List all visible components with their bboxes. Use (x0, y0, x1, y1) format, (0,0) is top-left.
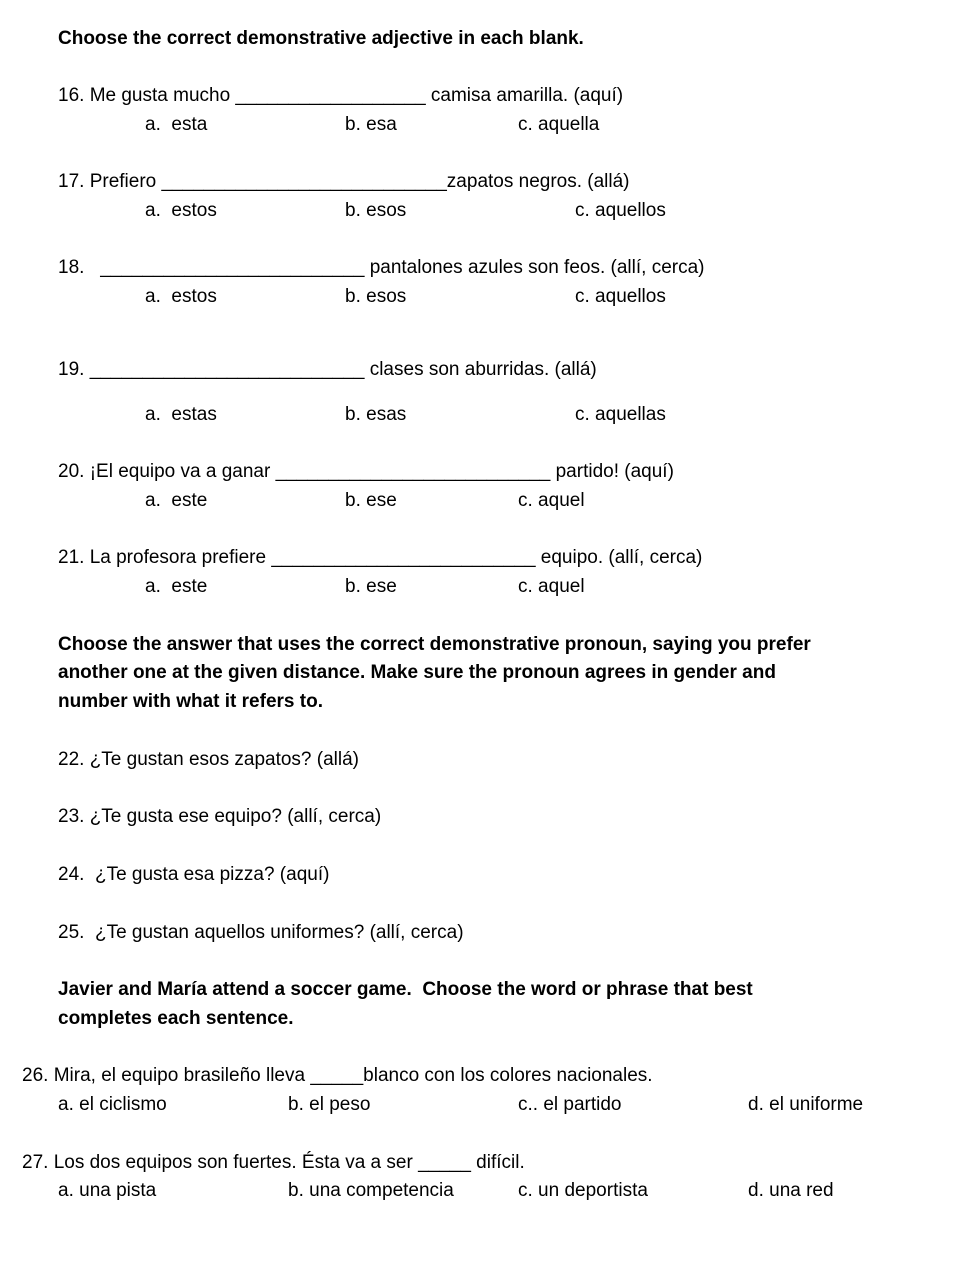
question-20: 20. ¡El equipo va a ganar __________________________ partido! (aquí) (58, 461, 674, 482)
question-22: 22. ¿Te gustan esos zapatos? (allá) (58, 749, 360, 770)
option-18a: a. estos (145, 286, 217, 307)
section2-instruction-line3: number with what it refers to. (58, 691, 323, 712)
section2-instruction-line1: Choose the answer that uses the correct demonstrative pronoun, saying you prefer (58, 634, 811, 655)
option-17c: c. aquellos (575, 200, 666, 221)
option-21b: b. ese (345, 576, 397, 597)
section1-instruction: Choose the correct demonstrative adjective in each blank. (58, 28, 584, 49)
question-27: 27. Los dos equipos son fuertes. Ésta va a ser _____ difícil. (22, 1152, 525, 1173)
option-20c: c. aquel (518, 490, 585, 511)
option-18b: b. esos (345, 286, 407, 307)
option-26b: b. el peso (288, 1094, 371, 1115)
option-27d: d. una red (748, 1180, 834, 1201)
question-18: 18. _________________________ pantalones azules son feos. (allí, cerca) (58, 257, 705, 278)
option-20b: b. ese (345, 490, 397, 511)
option-19c: c. aquellas (575, 404, 666, 425)
option-16c: c. aquella (518, 114, 600, 135)
option-26d: d. el uniforme (748, 1094, 864, 1115)
option-19b: b. esas (345, 404, 407, 425)
option-21c: c. aquel (518, 576, 585, 597)
question-21: 21. La profesora prefiere _________________________ equipo. (allí, cerca) (58, 547, 703, 568)
option-20a: a. este (145, 490, 208, 511)
option-27b: b. una competencia (288, 1180, 454, 1201)
section2-instruction-line2: another one at the given distance. Make sure the pronoun agrees in gender and (58, 662, 776, 683)
option-17b: b. esos (345, 200, 407, 221)
question-19: 19. __________________________ clases son aburridas. (allá) (58, 359, 597, 380)
question-26: 26. Mira, el equipo brasileño lleva _____blanco con los colores nacionales. (22, 1065, 653, 1086)
option-18c: c. aquellos (575, 286, 666, 307)
option-27a: a. una pista (58, 1180, 157, 1201)
question-24: 24. ¿Te gusta esa pizza? (aquí) (58, 864, 330, 885)
section3-instruction-line1: Javier and María attend a soccer game. Choose the word or phrase that best (58, 979, 753, 1000)
option-27c: c. un deportista (518, 1180, 648, 1201)
question-25: 25. ¿Te gustan aquellos uniformes? (allí, cerca) (58, 922, 464, 943)
option-16a: a. esta (145, 114, 208, 135)
option-19a: a. estas (145, 404, 217, 425)
option-17a: a. estos (145, 200, 217, 221)
option-16b: b. esa (345, 114, 397, 135)
question-17: 17. Prefiero ___________________________zapatos negros. (allá) (58, 171, 630, 192)
option-26a: a. el ciclismo (58, 1094, 167, 1115)
option-21a: a. este (145, 576, 208, 597)
section3-instruction-line2: completes each sentence. (58, 1008, 294, 1029)
option-26c: c.. el partido (518, 1094, 622, 1115)
question-16: 16. Me gusta mucho __________________ camisa amarilla. (aquí) (58, 85, 624, 106)
question-23: 23. ¿Te gusta ese equipo? (allí, cerca) (58, 806, 382, 827)
